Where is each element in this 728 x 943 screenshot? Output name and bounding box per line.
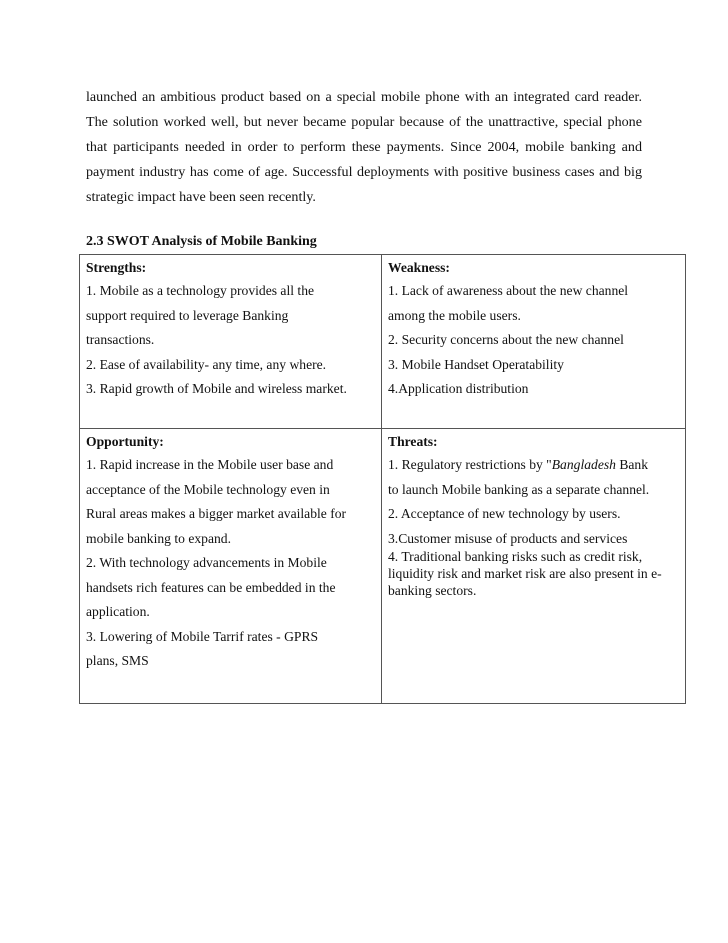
swot-table (79, 254, 686, 704)
weakness-line: 1. Lack of awareness about the new channel (388, 283, 629, 298)
opportunity-line: plans, SMS (86, 653, 149, 668)
opportunity-cell (80, 429, 382, 704)
paragraph-line-5: strategic impact have been seen recently. (86, 189, 316, 205)
threats-line1-suffix: Bank (615, 457, 649, 472)
threats-line1-italic: Bangladesh (551, 457, 616, 472)
threats-line-risks: 4. Traditional banking risks such as credit risk, liquidity risk and market risk are also present in e-banking sectors. (388, 548, 662, 598)
threats-line: to launch Mobile banking as a separate channel. (388, 481, 650, 497)
strengths-line: support required to leverage Banking (86, 307, 289, 323)
opportunity-line: acceptance of the Mobile technology even in (86, 481, 330, 497)
weakness-cell (382, 255, 686, 429)
threats-line-regulatory (388, 453, 681, 478)
opportunity-line: application. (86, 604, 150, 619)
strengths-cell (80, 255, 382, 429)
weakness-title: Weakness: (388, 260, 450, 275)
paragraph-line-4: payment industry has come of age. Successful deployments with positive business cases and big (86, 164, 642, 180)
weakness-line: 4.Application distribution (388, 381, 529, 396)
strengths-line: 3. Rapid growth of Mobile and wireless market. (86, 381, 347, 396)
weakness-line: among the mobile users. (388, 307, 521, 323)
opportunity-line: 1. Rapid increase in the Mobile user base and (86, 457, 334, 472)
opportunity-line: handsets rich features can be embedded in the (86, 579, 336, 595)
threats-line: 2. Acceptance of new technology by users. (388, 506, 621, 521)
opportunity-title: Opportunity: (86, 434, 164, 449)
paragraph-line-2: The solution worked well, but never became popular because of the unattractive, special phone (86, 114, 642, 130)
weakness-line: 3. Mobile Handset Operatability (388, 356, 564, 372)
threats-cell (382, 429, 686, 704)
section-heading: 2.3 SWOT Analysis of Mobile Banking (86, 234, 317, 249)
paragraph-line-1: launched an ambitious product based on a special mobile phone with an integrated card reader. (86, 89, 642, 105)
swot-row-top (80, 255, 686, 429)
strengths-line: 2. Ease of availability- any time, any where. (86, 356, 327, 372)
strengths-line: 1. Mobile as a technology provides all the (86, 283, 315, 298)
strengths-title: Strengths: (86, 260, 147, 275)
weakness-line: 2. Security concerns about the new channel (388, 332, 624, 347)
opportunity-line: Rural areas makes a bigger market available for (86, 506, 347, 521)
swot-row-bottom (80, 429, 686, 704)
paragraph-line-3: that participants needed in order to perform these payments. Since 2004, mobile banking and (86, 139, 642, 155)
opportunity-line: 3. Lowering of Mobile Tarrif rates - GPRS (86, 628, 319, 644)
strengths-line: transactions. (86, 332, 155, 347)
threats-title: Threats: (388, 434, 438, 449)
threats-line: 3.Customer misuse of products and services (388, 530, 628, 546)
opportunity-line: 2. With technology advancements in Mobile (86, 555, 327, 570)
threats-line1-prefix: 1. Regulatory restrictions by " (388, 457, 552, 472)
opportunity-line: mobile banking to expand. (86, 530, 231, 546)
